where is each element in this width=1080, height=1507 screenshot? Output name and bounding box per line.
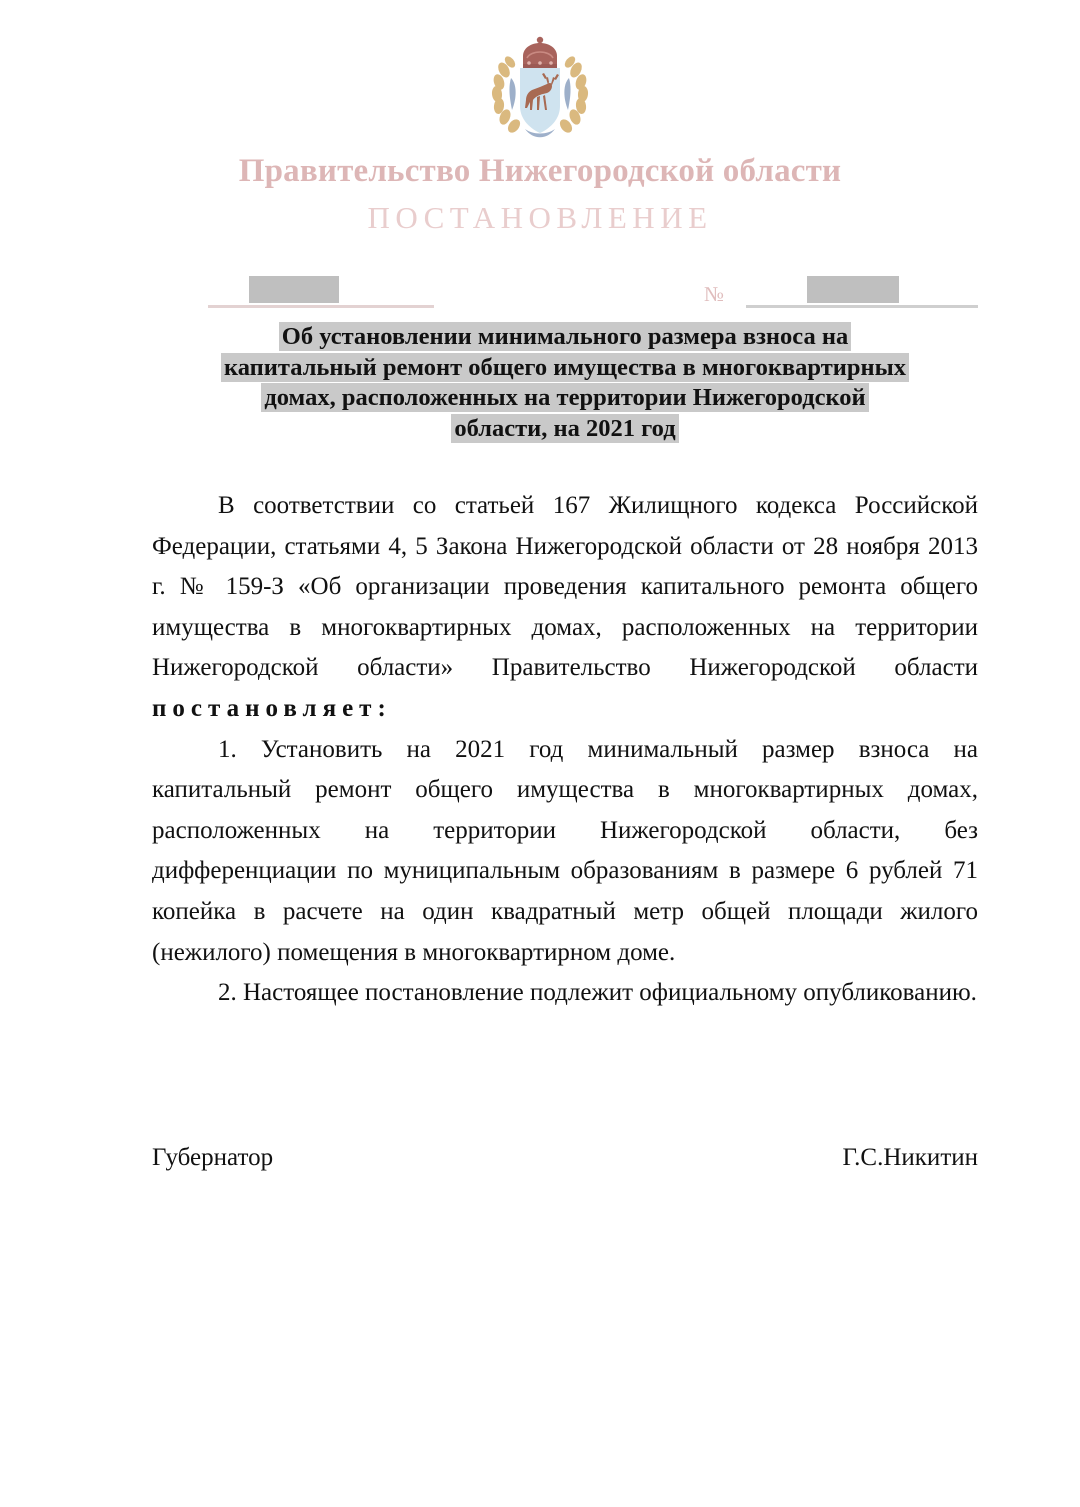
number-underline — [746, 305, 978, 308]
signature-block — [152, 1143, 978, 1173]
organization-title: Правительство Нижегородской области — [238, 153, 842, 189]
coat-of-arms-icon — [477, 34, 603, 146]
number-redaction-box — [807, 276, 899, 303]
paragraph-item-2: 2. Настоящее постановление подлежит официальному опубликованию. — [218, 979, 977, 1007]
signatory-role: Губернатор — [152, 1144, 274, 1171]
document-kind-title: ПОСТАНОВЛЕНИЕ — [367, 199, 713, 235]
document-meta-row — [152, 268, 978, 308]
preamble-text: В соответствии со статьей 167 Жилищного кодекса Российской Федерации, статьями 4, 5 Закона Нижегородской области от 28 ноября 2013 г. № 159-З «Об организации проведения капитального ремонта общего имущества в многоквартирных домах, расположенных на территории Нижегородской области» Правительство Нижегородской области — [152, 492, 978, 682]
document-header — [0, 152, 1080, 237]
document-body — [152, 486, 978, 1014]
date-underline — [208, 305, 434, 308]
document-title — [152, 322, 978, 444]
title-line: области, на 2021 год — [152, 414, 978, 445]
title-line: домах, расположенных на территории Нижегородской — [152, 383, 978, 414]
title-line: Об установлении минимального размера взноса на — [152, 322, 978, 353]
paragraph-preamble — [152, 486, 978, 730]
number-sign-label: № — [704, 282, 725, 306]
date-redaction-box — [249, 276, 339, 303]
preamble-verb: постановляет: — [152, 694, 392, 722]
signatory-name: Г.С.Никитин — [842, 1144, 978, 1171]
emblem-container — [0, 34, 1080, 146]
paragraph-item-1: 1. Установить на 2021 год минимальный размер взноса на капитальный ремонт общего имущества в многоквартирных домах, расположенных на территории Нижегородской области, без дифференциации по муниципальным образованиям в размере 6 рублей 71 копейка в расчете на один квадратный метр общей площади жилого (нежилого) помещения в многоквартирном доме. — [152, 735, 978, 966]
title-line: капитальный ремонт общего имущества в многоквартирных — [152, 353, 978, 384]
